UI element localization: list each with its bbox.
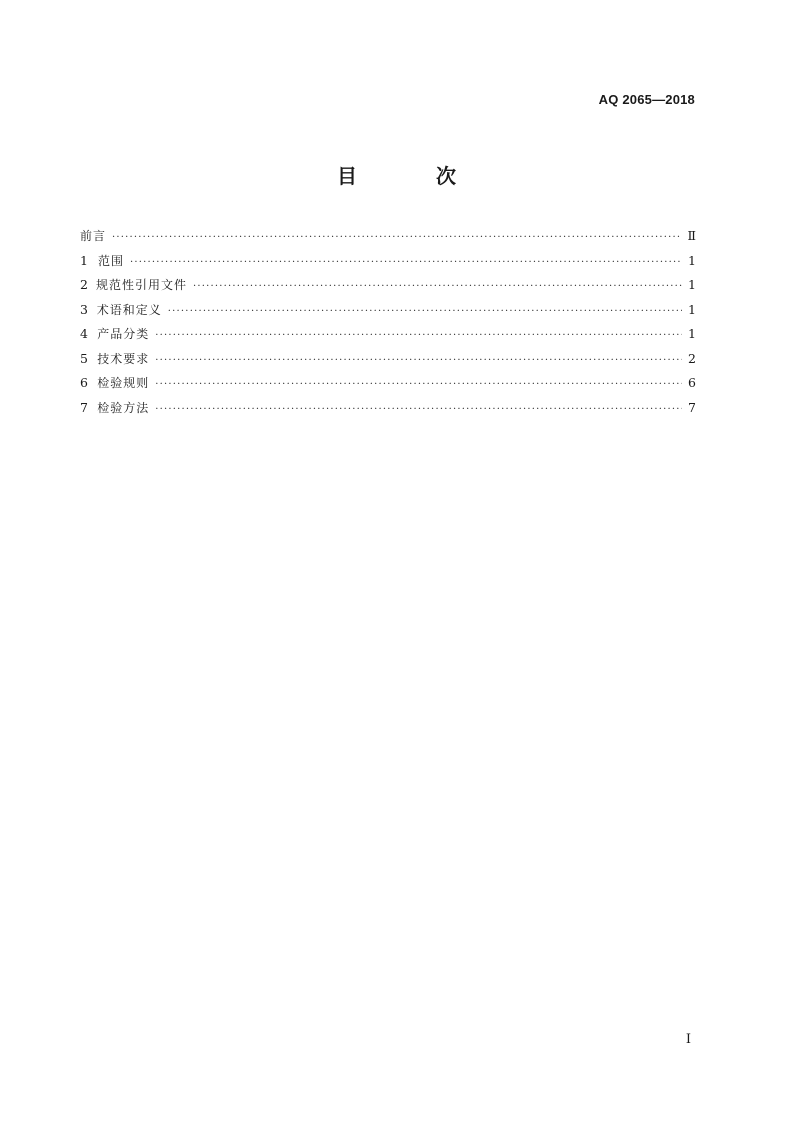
toc-entry-page: 1 — [688, 301, 696, 317]
toc-entry-label: 检验规则 — [97, 376, 150, 390]
toc-entry-label: 范围 — [98, 253, 125, 268]
toc-entry-label: 产品分类 — [97, 327, 150, 341]
toc-entry-test-methods[interactable] — [80, 396, 696, 421]
toc-leader-dots — [193, 275, 682, 300]
toc-leader-dots — [168, 300, 682, 325]
toc-entry-number: 1 — [80, 252, 88, 268]
toc-list — [80, 224, 696, 420]
toc-leader-dots — [130, 251, 682, 276]
page-number: I — [685, 1032, 691, 1047]
standard-code: AQ 2065—2018 — [598, 92, 695, 107]
toc-entry-page: 1 — [688, 277, 696, 292]
toc-title: 目 次 — [337, 164, 492, 188]
toc-entry-terms-definitions[interactable] — [80, 298, 696, 323]
toc-leader-dots — [155, 398, 682, 423]
toc-entry-page: 1 — [688, 252, 696, 268]
toc-entry-normative-references[interactable] — [80, 273, 696, 298]
toc-entry-label: 检验方法 — [97, 400, 150, 415]
toc-entry-page: 2 — [688, 350, 696, 366]
toc-entry-technical-requirements[interactable] — [80, 347, 696, 372]
toc-entry-scope[interactable] — [80, 249, 696, 274]
toc-entry-number: 2 — [80, 277, 88, 292]
toc-entry-number: 4 — [80, 326, 88, 341]
toc-leader-dots — [155, 373, 682, 398]
toc-entry-foreword[interactable] — [80, 224, 696, 249]
toc-entry-number: 5 — [80, 350, 88, 366]
toc-entry-number: 3 — [80, 301, 88, 317]
toc-entry-number: 6 — [80, 375, 88, 390]
toc-entry-label: 前言 — [80, 229, 107, 243]
toc-entry-page: 1 — [688, 326, 696, 341]
toc-entry-label: 规范性引用文件 — [95, 278, 187, 292]
toc-entry-number: 7 — [80, 399, 88, 415]
toc-leader-dots — [112, 226, 682, 251]
toc-entry-inspection-rules[interactable] — [80, 371, 696, 396]
toc-entry-label: 技术要求 — [97, 351, 150, 366]
toc-entry-page: 7 — [688, 399, 696, 415]
toc-leader-dots — [155, 349, 682, 374]
toc-leader-dots — [155, 324, 682, 349]
toc-entry-label: 术语和定义 — [96, 302, 162, 317]
toc-entry-product-classification[interactable] — [80, 322, 696, 347]
toc-entry-page: 6 — [688, 375, 696, 390]
toc-entry-page: Ⅱ — [687, 228, 696, 243]
